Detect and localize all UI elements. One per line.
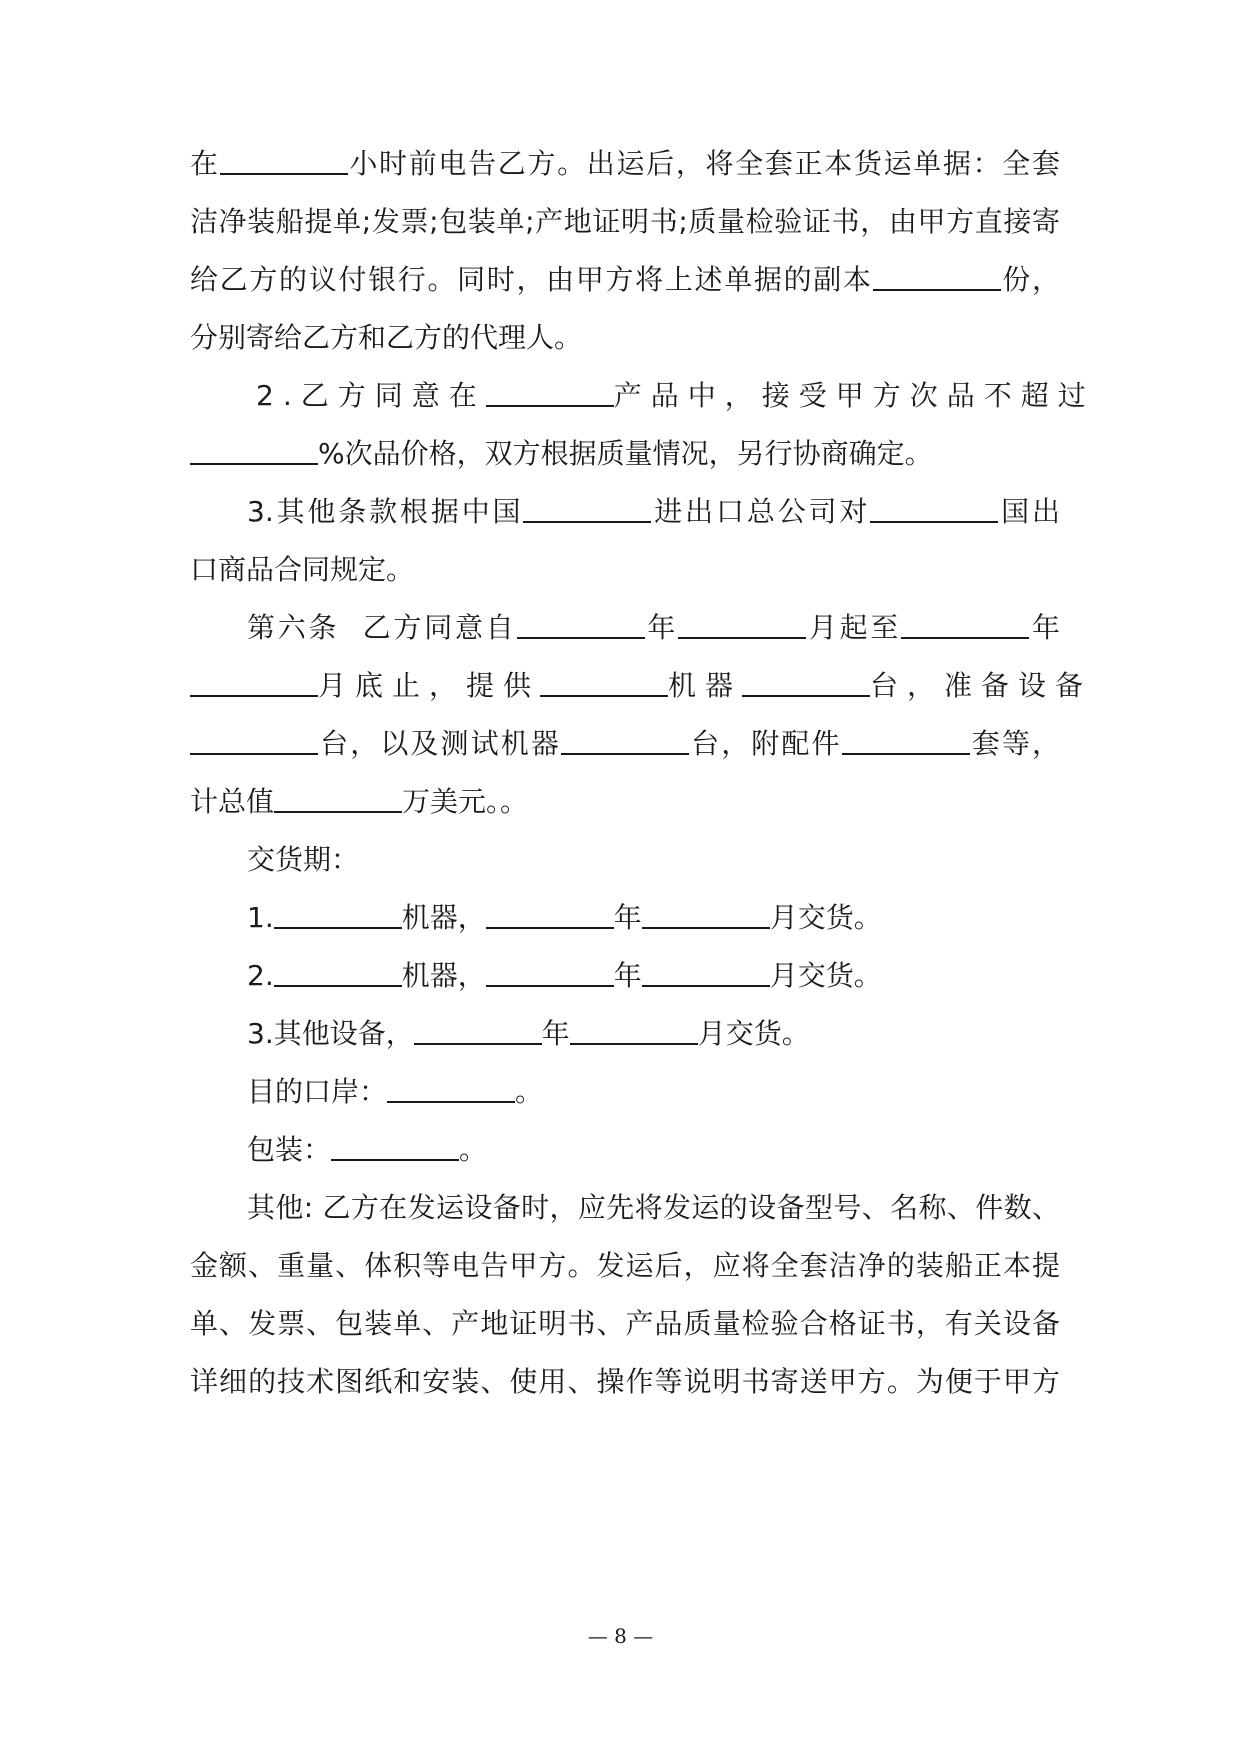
- text-line-9: [247, 610, 1060, 646]
- text-span: 机器，: [401, 959, 486, 992]
- text-line-13: [247, 842, 1117, 878]
- text-span: 包装：: [247, 1133, 332, 1166]
- text-line-6: [190, 436, 1060, 472]
- text-line-7: [247, 494, 1060, 530]
- text-span: 单、发票、包装单、产地证明书、产品质量检验合格证书，有关设备: [190, 1307, 1060, 1340]
- text-span: 国出: [998, 495, 1060, 528]
- text-span: 年: [1029, 611, 1060, 644]
- blank-underline: [678, 611, 806, 639]
- blank-underline: [870, 495, 998, 523]
- blank-underline: [901, 611, 1029, 639]
- blank-underline: [274, 785, 402, 813]
- text-span: %次品价格，双方根据质量情况，另行协商确定。: [318, 437, 933, 470]
- text-span: 2.乙方同意在: [256, 379, 486, 412]
- blank-underline: [220, 147, 348, 175]
- text-span: 年: [613, 959, 642, 992]
- blank-underline: [190, 437, 318, 465]
- text-span: 口商品合同规定。: [190, 553, 415, 586]
- text-line-5: [256, 378, 1095, 414]
- text-line-19: [247, 1190, 1060, 1226]
- text-line-8: [190, 552, 1060, 588]
- blank-underline: [517, 611, 645, 639]
- text-span: 给乙方的议付银行。同时，由甲方将上述单据的副本: [190, 263, 873, 296]
- blank-underline: [742, 669, 870, 697]
- blank-underline: [190, 669, 318, 697]
- blank-underline: [842, 727, 970, 755]
- text-span: 详细的技术图纸和安装、使用、操作等说明书寄送甲方。为便于甲方: [190, 1365, 1060, 1398]
- text-span: 1.: [247, 901, 274, 934]
- text-span: 月交货。: [697, 1017, 810, 1050]
- blank-underline: [642, 959, 770, 987]
- blank-underline: [331, 1133, 459, 1161]
- text-line-20: [190, 1248, 1060, 1284]
- text-line-22: [190, 1364, 1060, 1400]
- text-span: 进出口总公司对: [651, 495, 871, 528]
- text-span: 套等，: [969, 727, 1060, 760]
- blank-underline: [274, 901, 402, 929]
- blank-underline: [873, 263, 1001, 291]
- text-span: 其他: 乙方在发运设备时，应先将发运的设备型号、名称、件数、: [247, 1191, 1060, 1224]
- text-line-4: [190, 320, 1060, 356]
- text-span: 月底止，提供: [318, 669, 541, 702]
- text-line-15: [247, 958, 1117, 994]
- text-span: 2.: [247, 959, 274, 992]
- blank-underline: [486, 901, 614, 929]
- text-line-1: [190, 146, 1060, 182]
- text-span: 年: [541, 1017, 570, 1050]
- blank-underline: [540, 669, 668, 697]
- text-span: 机器: [668, 669, 743, 702]
- text-span: 份，: [1000, 263, 1060, 296]
- blank-underline: [486, 959, 614, 987]
- blank-underline: [570, 1017, 698, 1045]
- blank-underline: [642, 901, 770, 929]
- blank-underline: [561, 727, 689, 755]
- text-span: 洁净装船提单;发票;包装单;产地证明书;质量检验证书，由甲方直接寄: [190, 205, 1060, 238]
- text-span: 3.其他设备，: [247, 1017, 414, 1050]
- text-span: 台，以及测试机器: [318, 727, 561, 760]
- text-span: 月起至: [806, 611, 902, 644]
- text-span: 台，附配件: [688, 727, 842, 760]
- text-line-21: [190, 1306, 1060, 1342]
- page-number: — 8 —: [587, 1624, 654, 1648]
- text-line-11: [190, 726, 1060, 762]
- blank-underline: [387, 1075, 515, 1103]
- text-line-17: [247, 1074, 1117, 1110]
- text-span: 分别寄给乙方和乙方的代理人。: [190, 321, 583, 354]
- text-span: 年: [644, 611, 679, 644]
- text-span: 机器，: [401, 901, 486, 934]
- text-line-14: [247, 900, 1117, 936]
- text-span: 在: [190, 147, 220, 180]
- blank-underline: [523, 495, 651, 523]
- text-span: 月交货。: [769, 959, 882, 992]
- text-span: 。: [459, 1133, 488, 1166]
- blank-underline: [414, 1017, 542, 1045]
- text-span: 第六条 乙方同意自: [247, 611, 517, 644]
- blank-underline: [486, 379, 614, 407]
- text-span: 月交货。: [769, 901, 882, 934]
- text-span: 交货期：: [247, 843, 360, 876]
- blank-underline: [274, 959, 402, 987]
- text-span: 台，准备设备: [870, 669, 1093, 702]
- text-span: 。: [515, 1075, 544, 1108]
- blank-underline: [190, 727, 318, 755]
- text-span: 小时前电告乙方。出运后，将全套正本货运单据：全套: [347, 147, 1060, 180]
- text-span: 金额、重量、体积等电告甲方。发运后，应将全套洁净的装船正本提: [190, 1249, 1060, 1282]
- text-line-18: [247, 1132, 1117, 1168]
- text-line-3: [190, 262, 1060, 298]
- text-span: 产品中，接受甲方次品不超过: [613, 379, 1095, 412]
- text-span: 目的口岸：: [247, 1075, 388, 1108]
- text-span: 3.其他条款根据中国: [247, 495, 524, 528]
- text-line-10: [190, 668, 1093, 704]
- text-line-12: [190, 784, 1060, 820]
- text-span: 年: [613, 901, 642, 934]
- text-span: 计总值: [190, 785, 275, 818]
- text-line-2: [190, 204, 1060, 240]
- text-line-16: [247, 1016, 1117, 1052]
- text-span: 万美元。。: [402, 785, 529, 818]
